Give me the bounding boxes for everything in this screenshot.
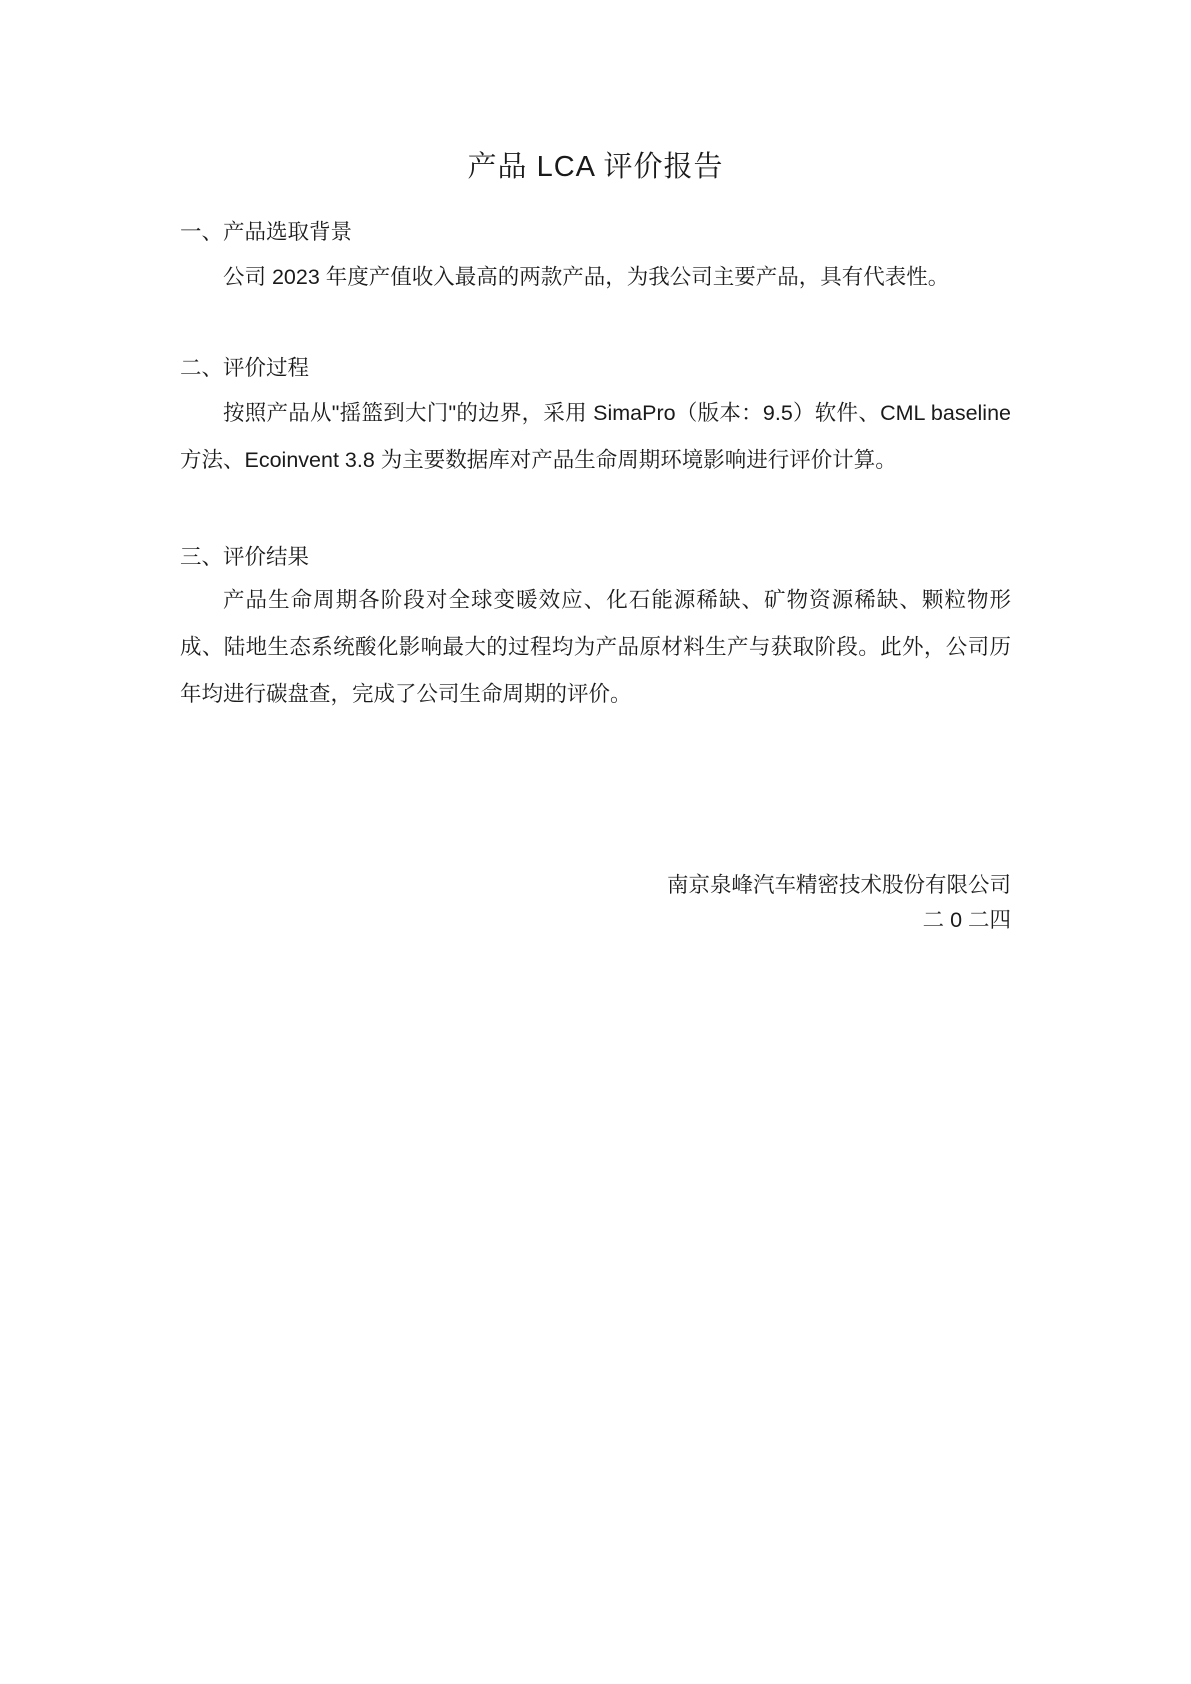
signature-block [180, 868, 1011, 938]
section-evaluation-results [180, 543, 1011, 718]
section-evaluation-process [180, 354, 1011, 484]
signature-company-name: 南京泉峰汽车精密技术股份有限公司 [666, 873, 1011, 897]
section-2-heading: 二、评价过程 [180, 356, 310, 380]
section-product-selection-background [180, 218, 1011, 301]
section-1-heading: 一、产品选取背景 [180, 220, 353, 244]
signature-date: 二 0 二四 [922, 908, 1011, 932]
section-1-paragraph: 公司 2023 年度产值收入最高的两款产品，为我公司主要产品，具有代表性。 [223, 265, 950, 289]
document-title: 产品 LCA 评价报告 [467, 151, 724, 183]
section-3-paragraph: 产品生命周期各阶段对全球变暖效应、化石能源稀缺、矿物资源稀缺、颗粒物形成、陆地生态系统酸化影响最大的过程均为产品原材料生产与获取阶段。此外，公司历年均进行碳盘查，完成了公司生命周期的评价。 [180, 588, 1011, 706]
section-3-heading: 三、评价结果 [180, 545, 310, 569]
section-2-paragraph: 按照产品从"摇篮到大门"的边界，采用 SimaPro（版本：9.5）软件、CML baseline 方法、Ecoinvent 3.8 为主要数据库对产品生命周期环境影响进行评价计算。 [180, 401, 1011, 472]
